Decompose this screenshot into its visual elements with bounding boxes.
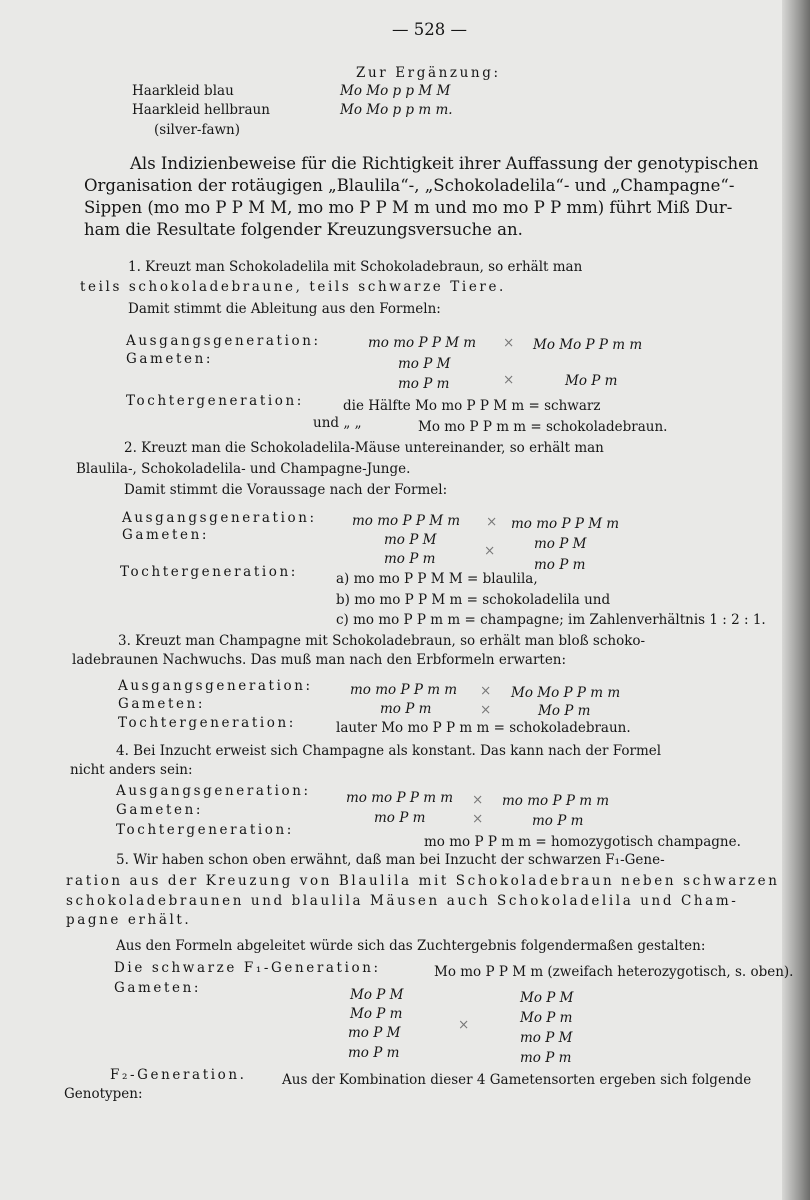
- paragraph-line: pagne erhält.: [66, 912, 192, 928]
- paragraph-line: 1. Kreuzt man Schokoladelila mit Schokoladebraun, so erhält man: [128, 259, 583, 275]
- genotype-formula: mo mo P P m m: [502, 793, 610, 809]
- offspring-line: die Hälfte Mo mo P P M m = schwarz: [343, 398, 601, 414]
- offspring-line: lauter Mo mo P P m m = schokoladebraun.: [336, 720, 631, 736]
- gamete-formula: Mo P M: [520, 990, 574, 1006]
- offspring-line: und „ „: [313, 415, 362, 431]
- gamete-formula: mo P m: [374, 810, 426, 826]
- generation-label: Tochtergeneration:: [116, 822, 294, 838]
- cross-symbol: ×: [458, 1017, 470, 1033]
- paragraph-line: ladebraunen Nachwuchs. Das muß man nach den Erbformeln erwarten:: [72, 652, 567, 668]
- offspring-line: Mo mo P P m m = schokoladebraun.: [418, 419, 668, 435]
- cross-symbol: ×: [472, 811, 484, 827]
- gamete-formula: mo P M: [534, 536, 587, 552]
- offspring-line: a) mo mo P P M M = blaulila,: [336, 571, 538, 587]
- generation-label: Tochtergeneration:: [118, 715, 296, 731]
- gamete-formula: mo P M: [398, 356, 451, 372]
- supplement-label: Haarkleid blau: [132, 83, 234, 99]
- generation-label: Ausgangsgeneration:: [116, 783, 311, 799]
- generation-label: Ausgangsgeneration:: [122, 510, 317, 526]
- gameten-label: Gameten:: [126, 351, 214, 367]
- paragraph-line: nicht anders sein:: [70, 762, 193, 778]
- genotype-formula: mo mo P P m m: [346, 790, 454, 806]
- gamete-formula: Mo P M: [350, 987, 404, 1003]
- paragraph-line: Damit stimmt die Ableitung aus den Formeln:: [128, 301, 441, 317]
- paragraph-line: Aus den Formeln abgeleitet würde sich das Zuchtergebnis folgendermaßen gestalten:: [116, 938, 706, 954]
- gamete-formula: Mo P m: [538, 703, 591, 719]
- gamete-formula: mo P M: [384, 532, 437, 548]
- cross-symbol: ×: [503, 372, 515, 388]
- gameten-label: Gameten:: [122, 527, 210, 543]
- generation-label: Ausgangsgeneration:: [118, 678, 313, 694]
- genotype-formula: mo mo P P m m: [350, 682, 458, 698]
- page-number: — 528 —: [392, 20, 467, 39]
- paragraph-line: 3. Kreuzt man Champagne mit Schokoladebraun, so erhält man bloß schoko-: [118, 633, 646, 649]
- gamete-formula: mo P m: [380, 701, 432, 717]
- paragraph-line: 2. Kreuzt man die Schokoladelila-Mäuse untereinander, so erhält man: [124, 440, 604, 456]
- genotype-formula: Mo Mo P P m m: [511, 685, 621, 701]
- paragraph-line: Damit stimmt die Voraussage nach der Formel:: [124, 482, 448, 498]
- book-gutter: [782, 0, 810, 1200]
- paragraph-line: teils schokoladebraune, teils schwarze Tiere.: [80, 279, 506, 295]
- cross-symbol: ×: [484, 543, 496, 559]
- gamete-formula: Mo P m: [350, 1006, 403, 1022]
- supplement-formula: Mo Mo p p M M: [340, 83, 451, 99]
- intro-line: Als Indizienbeweise für die Richtigkeit ihrer Auffassung der genotypischen: [130, 154, 759, 173]
- genotype-formula: Mo Mo P P m m: [533, 337, 643, 353]
- paragraph-line: ration aus der Kreuzung von Blaulila mit Schokoladebraun neben schwarzen: [66, 873, 780, 889]
- intro-line: Sippen (mo mo P P M M, mo mo P P M m und mo mo P P mm) führt Miß Dur-: [84, 198, 733, 217]
- offspring-line: b) mo mo P P M m = schokoladelila und: [336, 592, 611, 608]
- gamete-formula: mo P m: [532, 813, 584, 829]
- offspring-line: c) mo mo P P m m = champagne; im Zahlenverhältnis 1 : 2 : 1.: [336, 612, 766, 628]
- gamete-formula: mo P m: [348, 1045, 400, 1061]
- gamete-formula: mo P m: [520, 1050, 572, 1066]
- cross-symbol: ×: [503, 335, 515, 351]
- paragraph-line: Aus der Kombination dieser 4 Gametensorten ergeben sich folgende: [282, 1072, 752, 1088]
- generation-label: Tochtergeneration:: [126, 393, 304, 409]
- paragraph-line: Blaulila-, Schokoladelila- und Champagne-Junge.: [76, 461, 411, 477]
- genotype-formula: mo mo P P M m: [368, 335, 477, 351]
- genotype-formula: mo mo P P M m: [511, 516, 620, 532]
- gamete-formula: mo P M: [520, 1030, 573, 1046]
- paragraph-line: 4. Bei Inzucht erweist sich Champagne als konstant. Das kann nach der Formel: [116, 743, 662, 759]
- generation-label: F₂-Generation.: [110, 1067, 247, 1083]
- cross-symbol: ×: [480, 702, 492, 718]
- gamete-formula: mo P M: [348, 1025, 401, 1041]
- gamete-formula: Mo P m: [520, 1010, 573, 1026]
- generation-label: Ausgangsgeneration:: [126, 333, 321, 349]
- paragraph-line: Genotypen:: [64, 1086, 143, 1102]
- generation-label: Tochtergeneration:: [120, 564, 298, 580]
- supplement-heading: Zur Ergänzung:: [356, 65, 501, 81]
- gameten-label: Gameten:: [116, 802, 204, 818]
- cross-symbol: ×: [480, 683, 492, 699]
- paragraph-line: 5. Wir haben schon oben erwähnt, daß man bei Inzucht der schwarzen F₁-Gene-: [116, 852, 665, 868]
- gameten-label: Gameten:: [114, 980, 202, 996]
- supplement-formula: Mo Mo p p m m.: [340, 102, 453, 118]
- generation-label: Die schwarze F₁-Generation:: [114, 960, 381, 976]
- genotype-formula: mo mo P P M m: [352, 513, 461, 529]
- intro-line: Organisation der rotäugigen „Blaulila“-, „Schokoladelila“- und „Champagne“-: [84, 176, 735, 195]
- offspring-line: Mo mo P P M m (zweifach heterozygotisch, s. oben).: [434, 964, 794, 980]
- supplement-label: (silver-fawn): [154, 122, 241, 138]
- gameten-label: Gameten:: [118, 696, 206, 712]
- cross-symbol: ×: [472, 792, 484, 808]
- gamete-formula: mo P m: [534, 557, 586, 573]
- gamete-formula: mo P m: [398, 376, 450, 392]
- intro-line: ham die Resultate folgender Kreuzungsversuche an.: [84, 220, 523, 239]
- gamete-formula: Mo P m: [565, 373, 618, 389]
- cross-symbol: ×: [486, 514, 498, 530]
- offspring-line: mo mo P P m m = homozygotisch champagne.: [424, 834, 741, 850]
- paragraph-line: schokoladebraunen und blaulila Mäusen auch Schokoladelila und Cham-: [66, 893, 739, 909]
- supplement-label: Haarkleid hellbraun: [132, 102, 270, 118]
- gamete-formula: mo P m: [384, 551, 436, 567]
